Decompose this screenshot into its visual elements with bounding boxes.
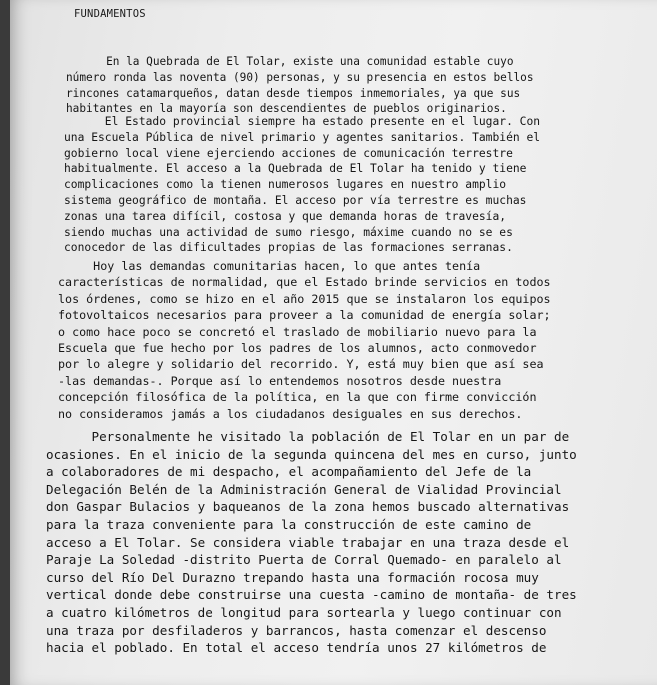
text-line: Paraje La Soledad -distrito Puerta de Corral Quemado- en paralelo al [46, 552, 562, 568]
text-line: zonas una tarea difícil, costosa y que demanda horas de travesía, [64, 209, 507, 223]
text-line: El Estado provincial siempre ha estado presente en el lugar. Con [64, 115, 541, 128]
text-line: a cuatro kilómetros de longitud para sortearla y luego continuar con [46, 604, 562, 620]
document-page [10, 0, 657, 685]
text-line: complicaciones como la tienen numerosos lugares en nuestro amplio [64, 178, 507, 192]
paragraph-1 [66, 54, 566, 117]
text-line: curso del Río Del Durazno trepando hasta una formación rocosa muy [46, 569, 539, 585]
section-heading: FUNDAMENTOS [74, 8, 146, 20]
text-line: conocedor de las dificultades propias de las formaciones serranas. [64, 241, 513, 255]
text-line: siendo muchas una actividad de sumo riesgo, máxime cuando no se es [64, 225, 513, 239]
text-line: -las demandas-. Porque así lo entendemos nosotros desde nuestra [58, 373, 502, 388]
text-line: habitantes en la mayoría son descendientes de pueblos originarios. [66, 102, 507, 116]
text-line: o como hace poco se concretó el traslado de mobiliario nuevo para la [58, 324, 537, 339]
text-line: para la traza conveniente para la construcción de este camino de [46, 516, 532, 532]
paragraph-3 [58, 258, 598, 422]
paragraph-4 [46, 428, 586, 657]
text-line: Delegación Belén de la Administración General de Vialidad Provincial [46, 481, 562, 497]
text-line: Personalmente he visitado la población de El Tolar en un par de [46, 429, 570, 444]
text-line: fotovoltaicos necesarios para proveer a la comunidad de energía solar; [58, 308, 551, 323]
text-line: vertical donde debe construirse una cuesta -camino de montaña- de tres [46, 587, 577, 603]
text-line: Escuela que fue hecho por los padres de los alumnos, acto conmovedor [58, 341, 537, 356]
text-line: los órdenes, como se hizo en el año 2015 que se instalaron los equipos [58, 291, 551, 306]
text-line: no consideramos jamás a los ciudadanos desiguales en sus derechos. [58, 406, 523, 421]
text-line: a colaboradores de mi despacho, el acompañamiento del Jefe de la [46, 464, 532, 480]
text-line: una traza por desfiladeros y barrancos, hasta comenzar el descenso [46, 622, 547, 638]
text-line: habitualmente. El acceso a la Quebrada de El Tolar ha tenido y tiene [64, 162, 527, 176]
text-line: don Gaspar Bulacios y baqueanos de la zona hemos buscado alternativas [46, 499, 570, 515]
text-line: características de normalidad, que el Estado brinde servicios en todos [58, 275, 551, 290]
text-line: rincones catamarqueños, datan desde tiempos inmemoriales, ya que sus [66, 86, 521, 100]
text-line: En la Quebrada de El Tolar, existe una comunidad estable cuyo [66, 55, 514, 68]
text-line: concepción filosófica de la política, en la que con firme convicción [58, 390, 537, 405]
text-line: gobierno local viene ejerciendo acciones de comunicación terrestre [64, 146, 513, 160]
paragraph-2 [64, 114, 604, 256]
text-line: Hoy las demandas comunitarias hacen, lo que antes tenía [58, 259, 481, 273]
text-line: número ronda las noventa (90) personas, y su presencia en estos bellos [66, 70, 534, 84]
text-line: acceso a El Tolar. Se considera viable trabajar en una traza desde el [46, 534, 570, 550]
text-line: ocasiones. En el inicio de la segunda quincena del mes en curso, junto [46, 446, 577, 462]
text-line: hacia el poblado. En total el acceso tendría unos 27 kilómetros de [46, 640, 547, 656]
text-line: por lo alegre y solidario del recorrido. Y, está muy bien que así sea [58, 357, 544, 372]
text-line: sistema geográfico de montaña. El acceso por vía terrestre es muchas [64, 193, 527, 207]
text-line: una Escuela Pública de nivel primario y agentes sanitarios. También el [64, 130, 541, 144]
